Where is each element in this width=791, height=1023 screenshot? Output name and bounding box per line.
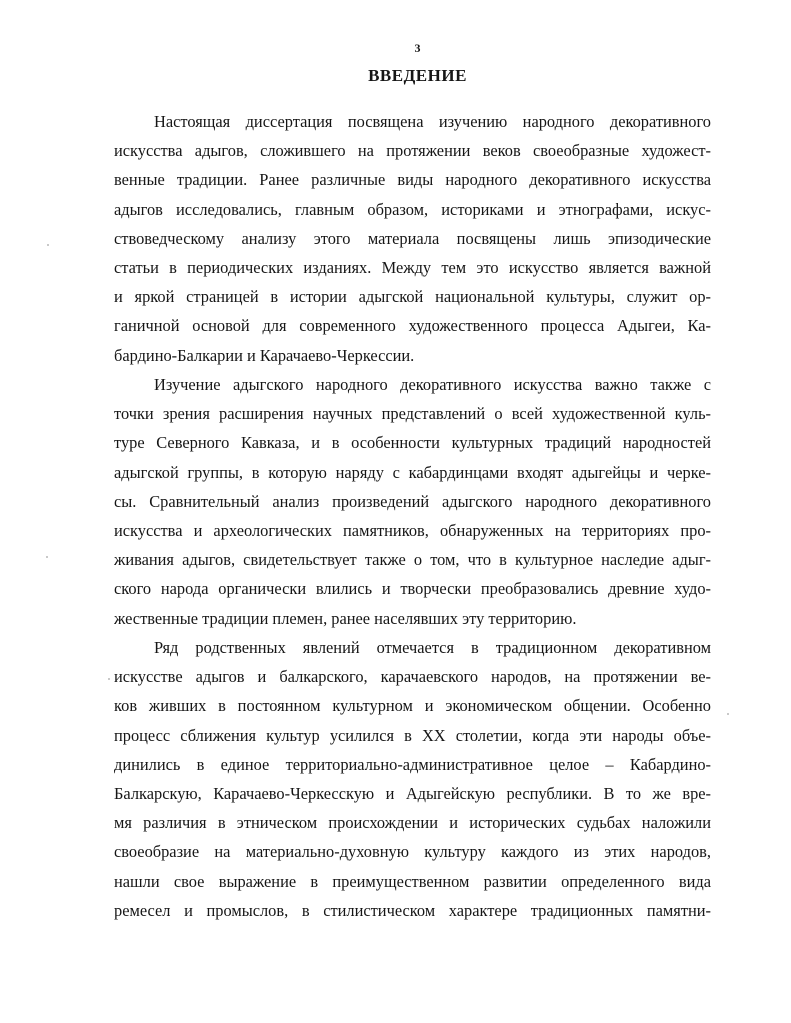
text-line: адыгской группы, в которую наряду с кабардинцами входят адыгейцы и черке-: [114, 462, 711, 482]
text-line: искусстве адыгов и балкарского, карачаевского народов, на протяжении ве-: [114, 667, 711, 687]
text-line: сы. Сравнительный анализ произведений адыгского народного декоративного: [114, 491, 711, 511]
text-line: нашли свое выражение в преимущественном развитии определенного вида: [114, 871, 711, 891]
text-line: венные традиции. Ранее различные виды народного декоративного искусства: [114, 170, 711, 190]
scan-speck: [47, 244, 49, 246]
text-line: статьи в периодических изданиях. Между тем это искусство является важной: [114, 257, 711, 277]
scan-speck: [46, 556, 48, 558]
paragraph-2: [114, 370, 711, 633]
text-line: искусства адыгов, сложившего на протяжении веков своеобразные художест-: [114, 141, 711, 161]
text-line: динились в единое территориально-административное целое – Кабардино-: [114, 754, 711, 774]
text-line: Ряд родственных явлений отмечается в традиционном декоративном: [154, 638, 711, 657]
page-title: ВВЕДЕНИЕ: [368, 66, 467, 85]
text-line: бардино-Балкарии и Карачаево-Черкессии.: [114, 345, 415, 365]
text-line: ремесел и промыслов, в стилистическом характере традиционных памятни-: [114, 900, 711, 920]
text-line: ствоведческому анализу этого материала посвящены лишь эпизодические: [114, 228, 711, 248]
text-line: Балкарскую, Карачаево-Черкесскую и Адыгейскую республики. В то же вре-: [114, 783, 711, 803]
paragraph-1: [114, 107, 711, 370]
text-line: искусства и археологических памятников, обнаруженных на территориях про-: [114, 520, 711, 540]
text-line: туре Северного Кавказа, и в особенности культурных традиций народностей: [114, 433, 711, 453]
text-line: мя различия в этническом происхождении и исторических судьбах наложили: [114, 813, 711, 833]
scan-speck: [108, 678, 110, 680]
scan-speck: [727, 713, 729, 715]
text-line: ского народа органически влились и творчески преобразовались древние худо-: [114, 579, 711, 599]
text-line: своеобразие на материально-духовную культуру каждого из этих народов,: [114, 842, 711, 862]
text-line: ков живших в постоянном культурном и экономическом общении. Особенно: [114, 696, 711, 716]
text-line: процесс сближения культур усилился в XX столетии, когда эти народы объе-: [114, 725, 711, 745]
text-line: живания адыгов, свидетельствует также о том, что в культурное наследие адыг-: [114, 550, 711, 570]
page-number: 3: [414, 41, 421, 55]
text-line: ганичной основой для современного художественного процесса Адыгеи, Ка-: [114, 316, 711, 336]
text-line: жественные традиции племен, ранее населявших эту территорию.: [114, 608, 577, 628]
text-line: точки зрения расширения научных представлений о всей художественной куль-: [114, 404, 711, 424]
text-line: Изучение адыгского народного декоративного искусства важно также с: [154, 375, 711, 394]
text-line: Настоящая диссертация посвящена изучению народного декоративного: [154, 112, 711, 131]
text-line: и яркой страницей в истории адыгской национальной культуры, служит ор-: [114, 287, 711, 307]
text-line: адыгов исследовались, главным образом, историками и этнографами, искус-: [114, 199, 711, 219]
paragraph-3: [114, 633, 711, 925]
